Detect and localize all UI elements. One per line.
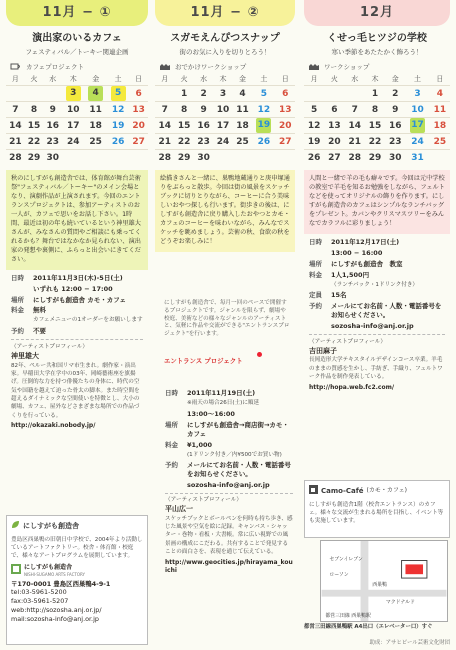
access-map [320, 540, 448, 622]
calendar [6, 74, 148, 166]
map-label-seven: セブンイレブン [329, 556, 363, 563]
venue-info-box [6, 515, 148, 645]
cafe-icon [309, 485, 318, 498]
fee-note: （ランチパック・1ドリンク付き） [331, 281, 419, 288]
calendar-day: 1 [174, 86, 193, 102]
date-label: 日時 [11, 273, 24, 282]
venue-title: にしすがも創造舎 [11, 520, 143, 533]
calendar-day: 28 [6, 150, 25, 166]
calendar-day: 25 [233, 134, 252, 150]
calendar-day: 15 [365, 118, 385, 134]
venue-fax: fax:03-5961-5207 [11, 597, 69, 606]
calendar-day: 3 [405, 86, 429, 102]
reserve-mail[interactable]: sozosha-info@anj.or.jp [187, 481, 270, 490]
artist-heading: （アーティストプロフィール） [309, 339, 386, 346]
calendar-day: 2 [194, 86, 213, 102]
calendar-day: 27 [275, 134, 295, 150]
calendar-day: 3 [62, 86, 84, 102]
calendar-day [107, 150, 129, 166]
artist-bio: スケッチブックとボールペンを何時も持ち歩き、感じた風景や空気を絵に記録。キャンバス・シャッター・巻物・看板・大書帳。常に広い視野での風景画の構成にこだわる。共有することで発見することの面白さを、表現を通じて伝えている。 [165, 515, 293, 556]
calendar-day: 27 [129, 134, 148, 150]
date-value: 2011年12月17日(土) [331, 237, 400, 246]
entrance-title: エントランス プロジェクト [164, 357, 243, 366]
calendar-day: 23 [43, 134, 62, 150]
calendar-day: 22 [174, 134, 193, 150]
project-label-text: おでかけワークショップ [175, 62, 247, 71]
calendar-day: 25 [430, 134, 450, 150]
artist-name: 神里雄大 [11, 351, 39, 360]
calendar-day: 21 [345, 134, 365, 150]
reserve-label: 予約 [11, 327, 24, 336]
time-value: いずれも 12:00 − 17:00 [33, 284, 113, 293]
calendar-day: 17 [405, 118, 429, 134]
calendar-day [213, 150, 232, 166]
venue-logo: にしすがも創造舎 NISHI-SUGAMO ARTS FACTORY [11, 564, 143, 578]
date-value: 2011年11月3日(木)-5日(土) [33, 273, 123, 282]
venue-tel: tel:03-5961-5200 [11, 588, 67, 597]
calendar-day: 16 [43, 118, 62, 134]
fee-note: (1ドリンク付き／内¥500でお買い物) [187, 451, 282, 458]
calendar-day [129, 150, 148, 166]
calendar-weekday: 土 [414, 74, 422, 83]
calendar-day: 24 [213, 134, 232, 150]
month-header: 12月 [304, 0, 450, 26]
calendar-day: 5 [304, 102, 324, 118]
event-title: スガモえんぴつスナップ [170, 33, 280, 44]
artist-url[interactable]: http://okazaki.nobody.jp/ [11, 422, 96, 430]
calendar-weekday: 日 [281, 74, 289, 83]
calendar-day: 7 [6, 102, 25, 118]
calendar-day: 2 [385, 86, 405, 102]
venue-address: 〒170-0001 豊島区西巣鴨4-9-1 [11, 579, 111, 588]
entrance-text: にしすがも創造舎で、毎月一回のペースで開催するプロジェクトです。ジャンルを限らず、劇場や校庭、美術などの様々なジャンルのアーティストと、気軽に作品や交流ができる"エントランスプロジェクト"を行います。 [164, 300, 290, 338]
artist-heading: （アーティストプロフィール） [165, 497, 242, 504]
event-info-col2: 日時 2011年11月19日(土) ※雨天の場合26日(土)に順延 13:00〜16:00 場所 にしすがも創造舎→商店街→カモ・カフェ 料金 ¥1,000 (1ドリンク付き／内¥500でお買い物) 予約 メールにてお名前・人数・電話番号をお知らせください。 sozosha-info@anj.or.jp （アーティストプロフィール） 平山広一 スケッチブックとボールペンを何時も持ち歩き、感じた風景や空気を絵に記録。キャンバス・シャッター・巻物・看板・大書帳。常に広い視野での風景画の構成にこだわる。共有することで発見することの面白さを、表現を通じて伝えている。 http://www.geocities.jp/hirayama_kouichi [165, 389, 293, 574]
event-title: 演出家のいるカフェ [32, 33, 122, 44]
calendar-day: 26 [252, 134, 275, 150]
calendar-day: 18 [233, 118, 252, 134]
calendar-day: 10 [405, 102, 429, 118]
calendar-day: 28 [345, 150, 365, 166]
entrance-project-note [164, 300, 290, 366]
event-subtitle: 街のお気に入りを切りとろう！ [179, 47, 271, 56]
calendar-day [155, 86, 174, 102]
project-label [155, 63, 295, 72]
calendar-weekday: 金 [238, 74, 246, 83]
calendar-weekday: 水 [200, 74, 208, 83]
calendar-day: 12 [304, 118, 324, 134]
calendar-day: 9 [43, 102, 62, 118]
event-description: 人間と一緒で羊の毛も癖々です。今回は元中学校の教室で羊毛を知るお勉強をしながら、フェルトなどを使ってオリジナルの飾りを作ります。にしすがも創造舎のカフェはシンプルなランチバッグをプレゼント。カバンやクリスマスツリーをみんなでカラフルに彩りましょう！ [304, 170, 450, 234]
calendar-day: 13 [275, 102, 295, 118]
time-value: 13:00〜16:00 [187, 409, 235, 418]
cafe-description: にしすがも創造舎1階（校舎エントランス）のカフェ。様々な交流が生まれる場所を目指し、イベント等も実施しています。 [309, 501, 444, 525]
calendar-day: 29 [174, 150, 193, 166]
red-dot-marker [257, 352, 262, 357]
artist-bio: 82年、ペルー共和国リマ市生まれ。劇作家・演出家。早稲田大学在学中の03年、岡崎藝術座を旗揚げ。圧倒的な力を持つ俳優たちの身体に、時代の空気や国籍を越えて迫った骨太の脚本。また時空間を超えるダイナミックな空間使いを特徴とし、大小の劇場、カフェ、屋外などさまざまな場所での作品づくりを行っている。 [11, 362, 140, 419]
fee-value: 無料 [33, 306, 46, 315]
calendar-day: 22 [365, 134, 385, 150]
calendar-day [43, 86, 62, 102]
logo-icon [11, 564, 21, 578]
calendar-day: 21 [155, 134, 174, 150]
artist-heading: （アーティストプロフィール） [11, 344, 88, 351]
fee-value: 1人1,500円 [331, 270, 370, 279]
calendar-day: 8 [365, 102, 385, 118]
calendar-day: 7 [155, 102, 174, 118]
artist-name: 平山広一 [165, 504, 193, 513]
capacity-value: 15名 [331, 291, 347, 300]
calendar-day: 31 [405, 150, 429, 166]
calendar-day: 19 [304, 134, 324, 150]
event-title: くせっ毛ヒツジの学校 [327, 33, 427, 44]
map-label-station: 都営三田線 西巣鴨駅 [325, 613, 371, 620]
calendar-day: 5 [107, 86, 129, 102]
calendar-weekday: 日 [135, 74, 143, 83]
calendar-day: 25 [85, 134, 107, 150]
map-label-mcdonalds: マクドナルド [385, 599, 415, 606]
calendar-weekday: 木 [69, 74, 77, 83]
calendar-day: 3 [213, 86, 232, 102]
event-subtitle: 寒い季節をあたたかく飾ろう！ [331, 47, 423, 56]
calendar-weekday: 水 [49, 74, 57, 83]
place-value: にしすがも創造舎→商店街→カモ・カフェ [187, 420, 289, 438]
event-info: 日時 2011年12月17日(土) 13:00 − 16:00 場所 にしすがも創造舎 教室 料金 1人1,500円 （ランチパック・1ドリンク付き） 定員 15名 予約 メールにてお名前・人数・電話番号をお知らせください。 sozosha-info@anj.or.jp [304, 238, 450, 331]
project-label [304, 63, 450, 72]
reserve-value: 不要 [33, 327, 46, 336]
calendar-day: 30 [385, 150, 405, 166]
calendar-weekday: 火 [180, 74, 188, 83]
artist-profile [6, 344, 148, 430]
map-note: 都営三田線西巣鴨駅 A4出口（エレベーター口）すぐ [304, 624, 433, 630]
reserve-value: メールにてお名前・人数・電話番号をお知らせください。 [331, 302, 442, 320]
artist-url[interactable]: http://hopa.web.fc2.com/ [309, 383, 395, 391]
calendar-weekday: 土 [260, 74, 268, 83]
calendar-day: 17 [213, 118, 232, 134]
calendar-day: 7 [345, 102, 365, 118]
calendar-weekday: 水 [351, 74, 359, 83]
calendar-day: 16 [194, 118, 213, 134]
calendar-day: 19 [107, 118, 129, 134]
calendar-day: 24 [405, 134, 429, 150]
calendar-day: 4 [430, 86, 450, 102]
calendar-day: 4 [85, 86, 107, 102]
map-label-nishisugamo: 西巣鴨 [372, 581, 387, 588]
calendar-day: 26 [107, 134, 129, 150]
calendar-day [85, 150, 107, 166]
calendar-day: 11 [85, 102, 107, 118]
calendar-weekday: 金 [92, 74, 100, 83]
calendar-day: 26 [304, 150, 324, 166]
calendar-day [275, 150, 295, 166]
event-subtitle: フェスティバル／トーキー関連企画 [25, 47, 129, 56]
calendar-day: 18 [85, 118, 107, 134]
calendar-day: 23 [385, 134, 405, 150]
venue-web[interactable]: web:http://sozosha.anj.or.jp/ [11, 606, 102, 615]
calendar-day [430, 150, 450, 166]
leaf-icon [11, 520, 20, 533]
calendar-weekday: 土 [114, 74, 122, 83]
calendar-day: 12 [107, 102, 129, 118]
venue-description: 豊島区西巣鴨の旧朝日中学校で、2004年より活動しているアートファクトリー。校舎・体育館・校庭で、様々なアートプログラムを展開しています。 [11, 536, 143, 560]
month-header: 11月 − ② [155, 0, 295, 26]
calendar-day [324, 86, 344, 102]
calendar-day: 6 [129, 86, 148, 102]
calendar-day: 17 [62, 118, 84, 134]
calendar-day: 27 [324, 150, 344, 166]
calendar-day: 23 [194, 134, 213, 150]
time-value: 13:00 − 16:00 [331, 248, 383, 257]
calendar-day [345, 86, 365, 102]
calendar-day: 6 [275, 86, 295, 102]
calendar-day: 20 [324, 134, 344, 150]
cup-icon [10, 63, 22, 71]
calendar-day: 13 [324, 118, 344, 134]
calendar-weekday: 火 [330, 74, 338, 83]
artist-url[interactable]: http://www.geocities.jp/hirayama_kouichi [165, 558, 293, 574]
calendar-day [233, 150, 252, 166]
calendar-day: 30 [43, 150, 62, 166]
calendar-day: 14 [345, 118, 365, 134]
event-description: 絵描きさんと一緒に、巣鴨地蔵通りと庚申塚通りをぶらっと散歩。今回は街の風景をスケッチブックに切りとりながら、コーヒーに合う美味しいおやつ探しも行います。街歩きの後は、にしすがも創造舎に戻り購入したおやつとカモ・カフェのコーヒーを味わいながら、みんなでスケッチを眺めましょう。芸術の秋、食欲の秋をどうぞお楽しみに！ [155, 170, 295, 252]
calendar-day: 10 [62, 102, 84, 118]
place-value: にしすがも創造舎 教室 [331, 259, 403, 268]
calendar-day: 15 [174, 118, 193, 134]
calendar-day: 6 [324, 102, 344, 118]
venue-mail[interactable]: mail:sozosha-info@anj.or.jp [11, 614, 99, 623]
calendar-day: 24 [62, 134, 84, 150]
calendar-day: 21 [6, 134, 25, 150]
calendar-day: 29 [365, 150, 385, 166]
calendar-day: 15 [25, 118, 44, 134]
artist-profile [304, 339, 450, 392]
calendar-day: 14 [6, 118, 25, 134]
place-value: にしすがも創造舎 カモ・カフェ [33, 295, 126, 304]
calendar-weekday: 金 [391, 74, 399, 83]
date-value: 2011年11月19日(土) [187, 389, 256, 397]
month-header: 11月 − ① [6, 0, 148, 26]
calendar-day: 28 [155, 150, 174, 166]
calendar-weekday: 火 [30, 74, 38, 83]
fee-label: 料金 [11, 306, 24, 315]
reserve-mail[interactable]: sozosha-info@anj.or.jp [331, 322, 414, 331]
artist-bio: 長岡造形大学テキスタイルデザインコース卒業。羊毛のままの質感を生かし、手紡ぎ、手織り、フェルトワーク作品を制作発表している。 [309, 357, 443, 381]
hand-icon [159, 63, 171, 71]
calendar-day [252, 150, 275, 166]
calendar-day: 9 [194, 102, 213, 118]
calendar-day [304, 86, 324, 102]
calendar-day: 22 [25, 134, 44, 150]
calendar-day: 13 [129, 102, 148, 118]
calendar-day: 12 [252, 102, 275, 118]
calendar-day: 10 [213, 102, 232, 118]
calendar-day [25, 86, 44, 102]
calendar-day: 11 [430, 102, 450, 118]
project-label-text: カフェプロジェクト [26, 62, 85, 71]
artist-name: 吉田麻子 [309, 346, 337, 355]
calendar-day: 30 [194, 150, 213, 166]
calendar-day: 20 [275, 118, 295, 134]
calendar-day: 9 [385, 102, 405, 118]
calendar-day: 1 [365, 86, 385, 102]
fee-note: カフェメニューの1オーダーをお願いします [33, 317, 143, 324]
event-description: 秋のにしすがも創造舎では、体育館が舞台芸術祭"フェスティバル／トーキー"のメイン会場となり、演劇作品が上演されます。今回のエントランスプロジェクトは、参加アーティストのお一人が、カフェで思いをお話し下さい。1時間、最近は初の年も続いているという神里雄大さんが、みなさんの質問やご相談にも乗ってくれるかも？舞台ではなかなか見られない、演出家の発想や裏側に、ふらっと出会いにきてください。 [6, 170, 148, 270]
calendar-weekday: 月 [161, 74, 169, 83]
calendar-day [6, 86, 25, 102]
map-label-lawson: ローソン [329, 572, 349, 579]
calendar-day: 14 [155, 118, 174, 134]
calendar-weekday: 日 [436, 74, 444, 83]
footer-sponsor: 助成：アサヒビール芸術文化財団 [369, 639, 450, 646]
calendar-day: 18 [430, 118, 450, 134]
calendar-day: 29 [25, 150, 44, 166]
calendar-day: 19 [252, 118, 275, 134]
project-label-text: ワークショップ [324, 62, 370, 71]
calendar-day: 20 [129, 118, 148, 134]
place-label: 場所 [11, 295, 24, 304]
hand-icon [308, 63, 320, 71]
calendar-day: 4 [233, 86, 252, 102]
calendar-day: 8 [25, 102, 44, 118]
cafe-info-box [304, 480, 450, 538]
calendar [155, 74, 295, 166]
calendar [304, 74, 450, 166]
calendar-weekday: 木 [371, 74, 379, 83]
cafe-title: Camo-Café (カモ・カフェ) [309, 485, 445, 498]
calendar-day: 5 [252, 86, 275, 102]
calendar-day: 16 [385, 118, 405, 134]
calendar-day [62, 150, 84, 166]
calendar-day: 8 [174, 102, 193, 118]
calendar-weekday: 木 [219, 74, 227, 83]
fee-value: ¥1,000 [187, 440, 213, 449]
calendar-weekday: 月 [11, 74, 19, 83]
calendar-weekday: 月 [310, 74, 318, 83]
project-label [6, 63, 148, 72]
event-info [6, 274, 148, 337]
reserve-value: メールにてお名前・人数・電話番号をお知らせください。 [187, 461, 291, 479]
date-note: ※雨天の場合26日(土)に順延 [187, 399, 260, 406]
calendar-day: 11 [233, 102, 252, 118]
